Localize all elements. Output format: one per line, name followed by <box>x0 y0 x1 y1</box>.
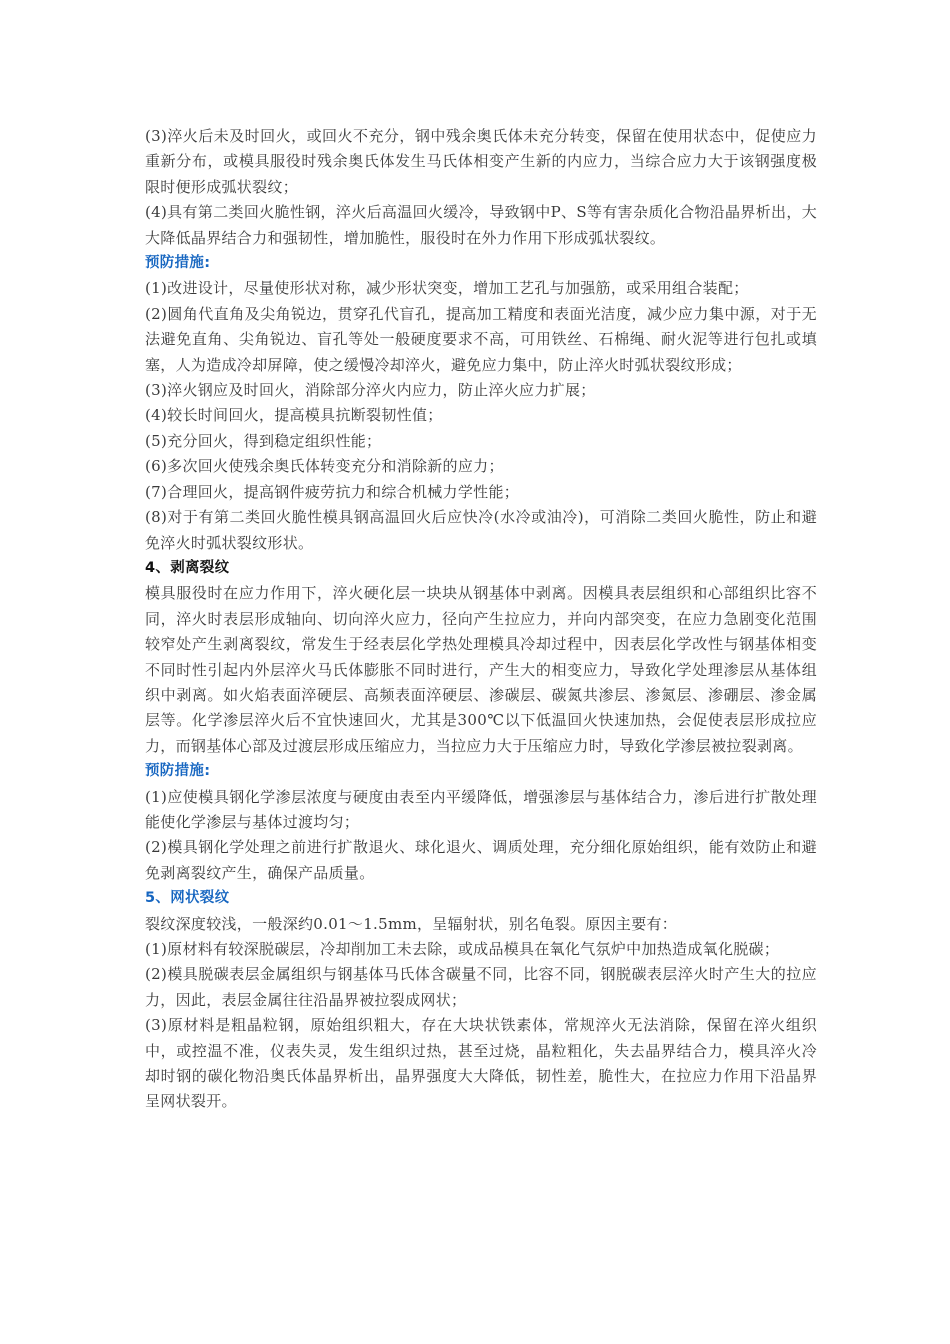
section-4-body: 模具服役时在应力作用下，淬火硬化层一块块从钢基体中剥离。因模具表层组织和心部组织比容不同，淬火时表层形成轴向、切向淬火应力，径向产生拉应力，并向内部突变，在应力急剧变化范围较窄处产生剥离裂纹，常发生于经表层化学热处理模具冷却过程中，因表层化学改性与钢基体相变不同时性引起内外层淬火马氏体膨胀不同时进行，产生大的相变应力，导致化学处理渗层从基体组织中剥离。如火焰表面淬硬层、高频表面淬硬层、渗碳层、碳氮共渗层、渗氮层、渗硼层、渗金属层等。化学渗层淬火后不宜快速回火，尤其是300℃以下低温回火快速加热，会促使表层形成拉应力，而钢基体心部及过渡层形成压缩应力，当拉应力大于压缩应力时，导致化学渗层被拉裂剥离。 <box>145 584 817 755</box>
prevention-1-item-7: (7)合理回火，提高钢件疲劳抗力和综合机械力学性能； <box>145 482 520 501</box>
section-5-item-3: (3)原材料是粗晶粒钢，原始组织粗大，存在大块状铁素体，常规淬火无法消除，保留在淬火组织中，或控温不准，仪表失灵，发生组织过热，甚至过烧，晶粒粗化，失去晶界结合力，模具淬火冷却时钢的碳化物沿奥氏体晶界析出，晶界强度大大降低，韧性差，脆性大，在拉应力作用下沿晶界呈网状裂开。 <box>145 1016 817 1111</box>
section-5-heading: 5、网状裂纹 <box>145 890 230 907</box>
prevention-1-item-6: (6)多次回火使残余奥氏体转变充分和消除新的应力； <box>145 457 504 476</box>
prevention-2-item-2: (2)模具钢化学处理之前进行扩散退火、球化退火、调质处理，充分细化原始组织，能有效防止和避免剥离裂纹产生，确保产品质量。 <box>145 838 817 882</box>
section-4-heading: 4、剥离裂纹 <box>145 559 230 576</box>
prevention-1-item-3: (3)淬火钢应及时回火，消除部分淬火内应力，防止淬火应力扩展； <box>145 381 596 400</box>
prevention-heading-2: 预防措施: <box>145 763 211 780</box>
prevention-1-item-5: (5)充分回火，得到稳定组织性能； <box>145 431 382 450</box>
document-page <box>145 124 817 1115</box>
prevention-2-item-1: (1)应使模具钢化学渗层浓度与硬度由表至内平缓降低，增强渗层与基体结合力，渗后进行扩散处理能使化学渗层与基体过渡均匀； <box>145 787 817 831</box>
section-5-intro: 裂纹深度较浅，一般深约0.01～1.5mm，呈辐射状，别名龟裂。原因主要有： <box>145 914 678 933</box>
prevention-heading-1: 预防措施: <box>145 255 211 272</box>
section-5-item-1: (1)原材料有较深脱碳层，冷却削加工未去除，或成品模具在氧化气氛炉中加热造成氧化脱碳； <box>145 940 780 958</box>
section-5-item-2: (2)模具脱碳表层金属组织与钢基体马氏体含碳量不同，比容不同，钢脱碳表层淬火时产生大的拉应力，因此，表层金属往往沿晶界被拉裂成网状； <box>145 965 817 1009</box>
prevention-1-item-8: (8)对于有第二类回火脆性模具钢高温回火后应快冷(水冷或油冷)，可消除二类回火脆性，防止和避免淬火时弧状裂纹形状。 <box>145 508 817 552</box>
cause-item-3: (3)淬火后未及时回火，或回火不充分，钢中残余奥氏体未充分转变，保留在使用状态中，促使应力重新分布，或模具服役时残余奥氏体发生马氏体相变产生新的内应力，当综合应力大于该钢强度极限时便形成弧状裂纹； <box>145 127 817 196</box>
prevention-1-item-1: (1)改进设计，尽量使形状对称，减少形状突变，增加工艺孔与加强筋，或采用组合装配； <box>145 279 749 298</box>
prevention-1-item-2: (2)圆角代直角及尖角锐边，贯穿孔代盲孔，提高加工精度和表面光洁度，减少应力集中源，对于无法避免直角、尖角锐边、盲孔等处一般硬度要求不高，可用铁丝、石棉绳、耐火泥等进行包扎或填塞，人为造成冷却屏障，使之缓慢冷却淬火，避免应力集中，防止淬火时弧状裂纹形成； <box>145 304 817 374</box>
cause-item-4: (4)具有第二类回火脆性钢，淬火后高温回火缓冷，导致钢中P、S等有害杂质化合物沿晶界析出，大大降低晶界结合力和强韧性，增加脆性，服役时在外力作用下形成弧状裂纹。 <box>145 203 817 247</box>
prevention-1-item-4: (4)较长时间回火，提高模具抗断裂韧性值； <box>145 406 443 425</box>
